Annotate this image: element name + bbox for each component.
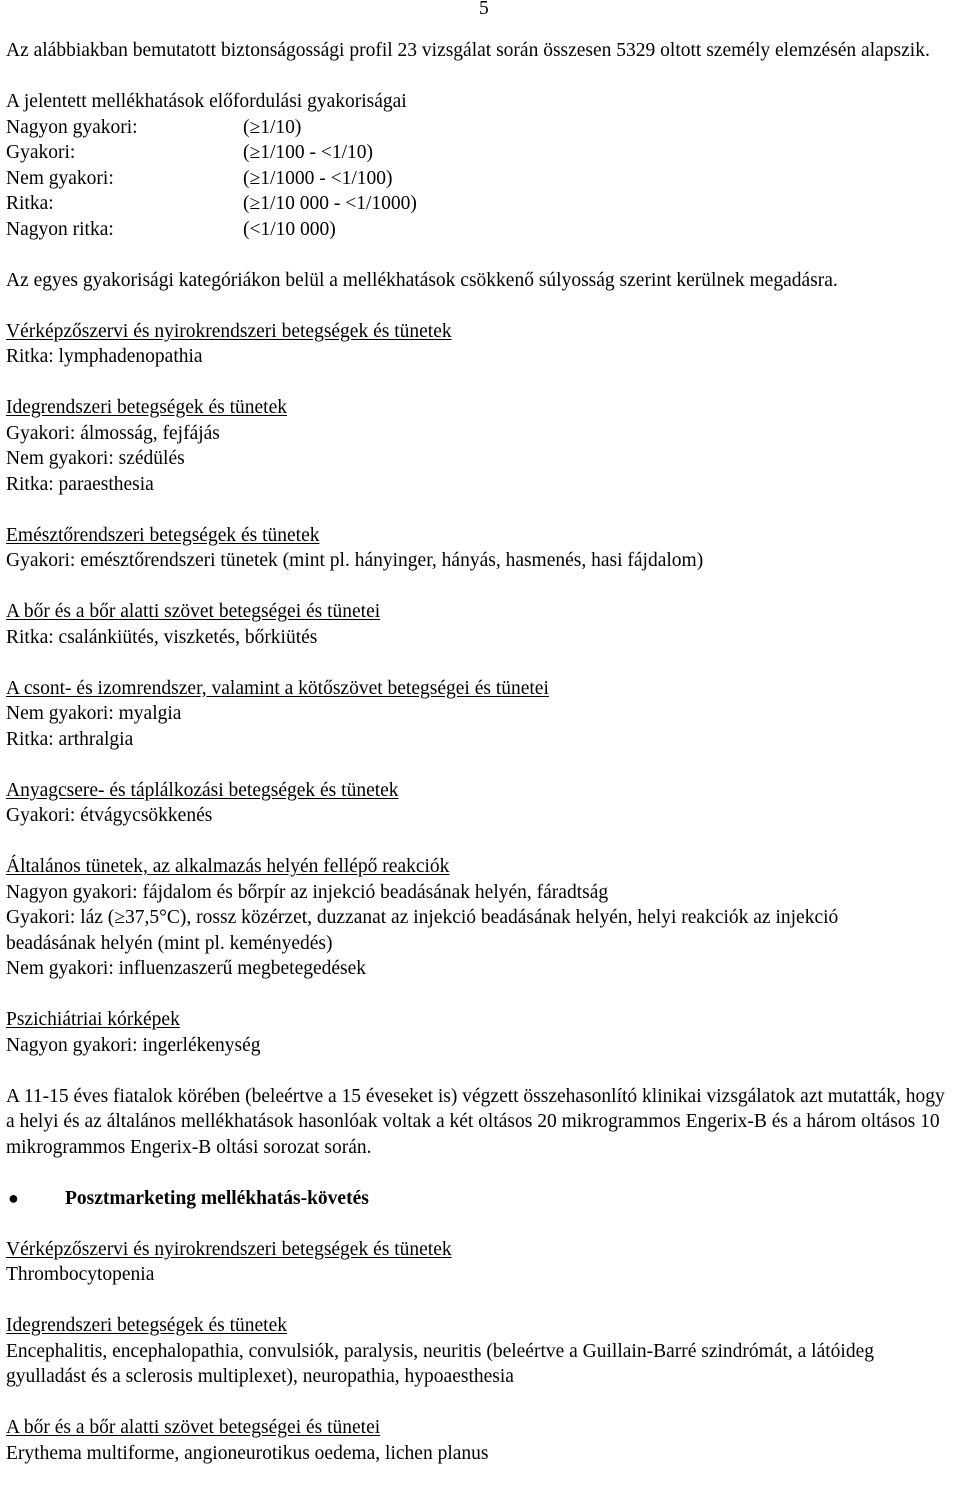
section-heading: Emésztőrendszeri betegségek és tünetek bbox=[6, 524, 320, 546]
section-line: Ritka: paraesthesia bbox=[6, 473, 154, 495]
section-heading: A bőr és a bőr alatti szövet betegségei és tünetei bbox=[6, 1417, 381, 1438]
section-heading: Általános tünetek, az alkalmazás helyén fellépő reakciók bbox=[6, 856, 450, 877]
section-general bbox=[6, 854, 958, 982]
frequency-row: Gyakori: (≥1/100 - <1/10) bbox=[6, 142, 374, 163]
frequency-row: Ritka: (≥1/10 000 - <1/1000) bbox=[6, 193, 417, 214]
bullet-icon: ● bbox=[8, 1187, 19, 1208]
section-line: Gyakori: étvágycsökkenés bbox=[6, 805, 213, 826]
section-line: Nem gyakori: szédülés bbox=[6, 448, 185, 469]
section-line: Ritka: csalánkiütés, viszketés, bőrkiütés bbox=[6, 626, 318, 648]
section-heading: Idegrendszeri betegségek és tünetek bbox=[6, 1315, 287, 1336]
section-heading: A bőr és a bőr alatti szövet betegségei és tünetei bbox=[6, 601, 381, 622]
section-line: Nagyon gyakori: ingerlékenység bbox=[6, 1034, 261, 1056]
section-skin bbox=[6, 599, 958, 650]
frequency-row: Nagyon ritka: (<1/10 000) bbox=[6, 218, 336, 240]
section-metabolism bbox=[6, 778, 958, 829]
section-heading: Vérképzőszervi és nyirokrendszeri betegségek és tünetek bbox=[6, 1238, 452, 1260]
section-line: Gyakori: álmosság, fejfájás bbox=[6, 422, 220, 444]
section-heading: Idegrendszeri betegségek és tünetek bbox=[6, 397, 287, 418]
section-heading: A csont- és izomrendszer, valamint a kötőszövet betegségei és tünetei bbox=[6, 677, 549, 699]
comparison-paragraph: A 11-15 éves fiatalok körében (beleértve a 15 éveseket is) végzett összehasonlító klinikai vizsgálatok azt mutatták, hogy a helyi és az általános mellékhatások hasonlóak voltak a két oltásos 20 mikrogrammos Engerix-B és a három oltásos 10 mikrogrammos Engerix-B oltási sorozat során. bbox=[6, 1085, 945, 1158]
section-blood bbox=[6, 319, 958, 370]
section-gastro bbox=[6, 523, 958, 574]
section-musculoskeletal bbox=[6, 676, 958, 753]
pm-section-skin bbox=[6, 1415, 958, 1466]
frequency-row: Nem gyakori: (≥1/1000 - <1/100) bbox=[6, 167, 393, 189]
section-line: Gyakori: emésztőrendszeri tünetek (mint pl. hányinger, hányás, hasmenés, hasi fájdalom) bbox=[6, 550, 704, 571]
section-line: Ritka: lymphadenopathia bbox=[6, 346, 203, 367]
document-page bbox=[6, 0, 958, 1466]
intro-paragraph: Az alábbiakban bemutatott biztonságossági profil 23 vizsgálat során összesen 5329 oltott személy elemzésén alapszik. bbox=[6, 40, 930, 61]
section-line: Erythema multiforme, angioneurotikus oedema, lichen planus bbox=[6, 1442, 489, 1464]
frequency-row: Nagyon gyakori: (≥1/10) bbox=[6, 116, 302, 138]
severity-note: Az egyes gyakorisági kategóriákon belül a mellékhatások csökkenő súlyosság szerint kerülnek megadásra. bbox=[6, 269, 838, 291]
frequency-table bbox=[6, 115, 958, 243]
pm-section-nervous bbox=[6, 1313, 958, 1390]
section-line: Nem gyakori: influenzaszerű megbetegedések bbox=[6, 958, 367, 979]
section-heading: Pszichiátriai kórképek bbox=[6, 1009, 180, 1030]
section-psychiatric bbox=[6, 1007, 958, 1058]
section-heading: Vérképzőszervi és nyirokrendszeri betegségek és tünetek bbox=[6, 320, 452, 342]
section-line: Ritka: arthralgia bbox=[6, 728, 134, 750]
section-heading: Anyagcsere- és táplálkozási betegségek és tünetek bbox=[6, 779, 399, 801]
postmarketing-heading bbox=[6, 1186, 958, 1212]
section-line: Thrombocytopenia bbox=[6, 1264, 155, 1285]
frequency-title: A jelentett mellékhatások előfordulási gyakoriságai bbox=[6, 91, 407, 112]
section-line: Nem gyakori: myalgia bbox=[6, 703, 182, 724]
postmarketing-title: Posztmarketing mellékhatás-követés bbox=[65, 1187, 369, 1209]
section-line: Gyakori: láz (≥37,5°C), rossz közérzet, duzzanat az injekció beadásának helyén, helyi reakciók az injekció beadásának helyén (mint pl. keményedés) bbox=[6, 907, 839, 954]
section-line: Encephalitis, encephalopathia, convulsiók, paralysis, neuritis (beleértve a Guillain-Barré szindrómát, a látóideg gyulladást és a sclerosis multiplexet), neuropathia, hypoaesthesia bbox=[6, 1340, 874, 1387]
section-nervous bbox=[6, 395, 958, 497]
section-line: Nagyon gyakori: fájdalom és bőrpír az injekció beadásának helyén, fáradtság bbox=[6, 881, 609, 903]
page-number: 5 bbox=[479, 0, 489, 19]
pm-section-blood bbox=[6, 1237, 958, 1288]
